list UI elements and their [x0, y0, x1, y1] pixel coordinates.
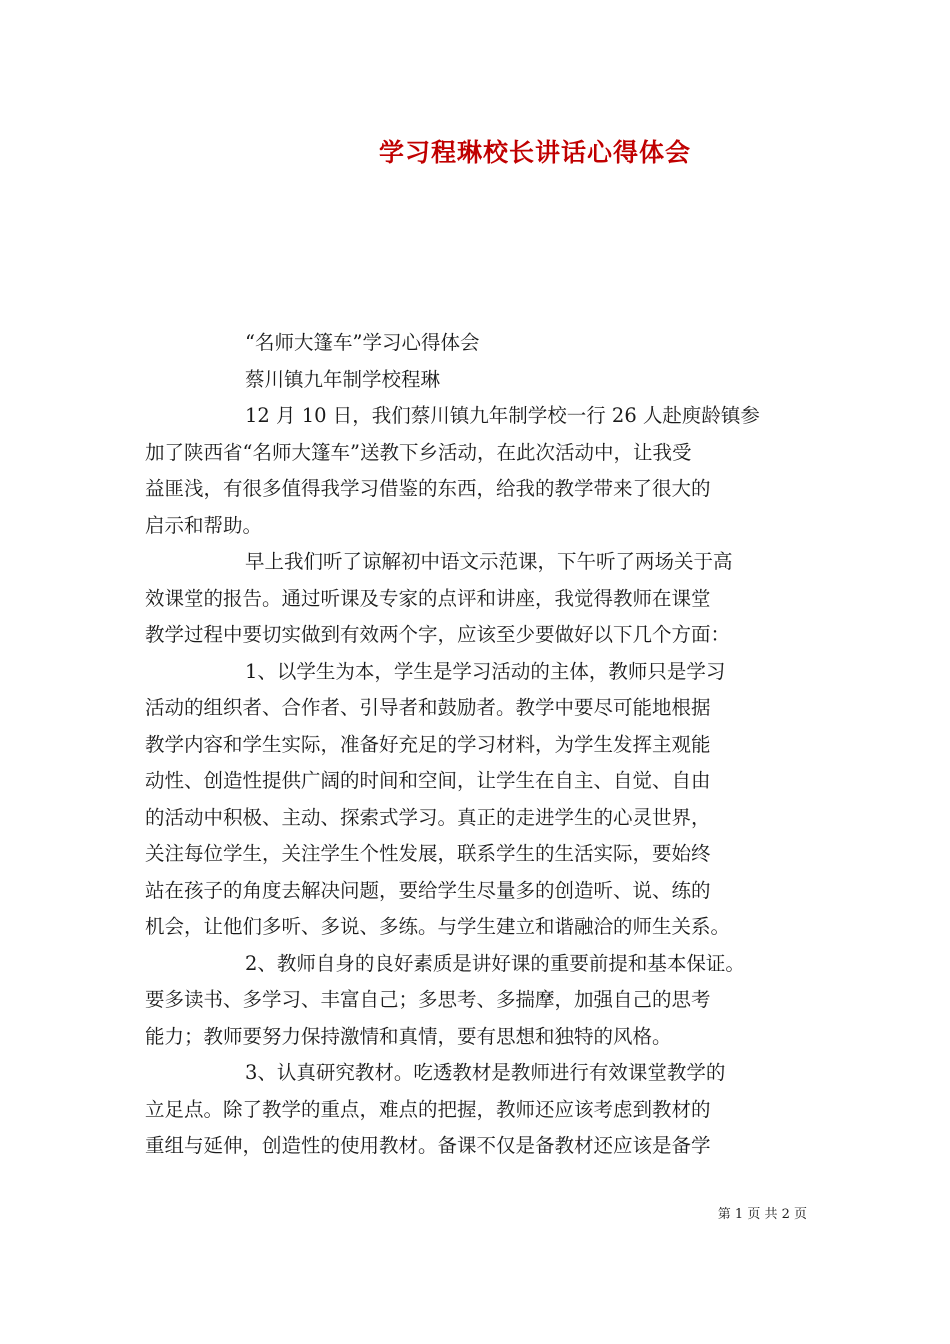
- paragraph-line: 能力；教师要努力保持激情和真情，要有思想和独特的风格。: [145, 1024, 672, 1048]
- paragraph-line: 益匪浅，有很多值得我学习借鉴的东西，给我的教学带来了很大的: [145, 477, 711, 500]
- paragraph-line: 关注每位学生，关注学生个性发展，联系学生的生活实际，要始终: [145, 842, 711, 865]
- paragraph-line: 活动的组织者、合作者、引导者和鼓励者。教学中要尽可能地根据: [145, 696, 711, 719]
- paragraph-line: 的活动中积极、主动、探索式学习。真正的走进学生的心灵世界，: [145, 805, 711, 829]
- paragraph-line: 早上我们听了谅解初中语文示范课，下午听了两场关于高: [245, 550, 733, 573]
- paragraph-line: 2、教师自身的良好素质是讲好课的重要前提和基本保证。: [245, 951, 745, 975]
- paragraph-3: [145, 654, 810, 946]
- paragraph-line: 加了陕西省“名师大篷车”送教下乡活动，在此次活动中，让我受: [145, 440, 692, 464]
- paragraph-line: 动性、创造性提供广阔的时间和空间，让学生在自主、自觉、自由: [145, 769, 711, 792]
- paragraph-line: 要多读书、多学习、丰富自己；多思考、多揣摩，加强自己的思考: [145, 988, 711, 1011]
- paragraph-line: 3、认真研究教材。吃透教材是教师进行有效课堂教学的: [245, 1061, 726, 1084]
- paragraph-line: 机会，让他们多听、多说、多练。与学生建立和谐融洽的师生关系。: [145, 915, 731, 938]
- document-title: 学习程琳校长讲话心得体会: [378, 138, 691, 167]
- paragraph-line: 1、以学生为本，学生是学习活动的主体，教师只是学习: [245, 659, 726, 683]
- paragraph-2: [145, 544, 810, 654]
- paragraph-5: [145, 1055, 810, 1165]
- paragraph-line: 效课堂的报告。通过听课及专家的点评和讲座，我觉得教师在课堂: [145, 586, 711, 610]
- document-body: [145, 325, 810, 1165]
- document-author: 蔡川镇九年制学校程琳: [245, 367, 441, 391]
- document-subtitle: “名师大篷车”学习心得体会: [245, 331, 480, 354]
- paragraph-line: 启示和帮助。: [145, 513, 263, 537]
- paragraph-line: 立足点。除了教学的重点，难点的把握，教师还应该考虑到教材的: [145, 1097, 711, 1121]
- paragraph-line: 教学内容和学生实际，准备好充足的学习材料，为学生发挥主观能: [145, 732, 711, 756]
- paragraph-4: [145, 946, 810, 1056]
- paragraph-line: 重组与延伸，创造性的使用教材。备课不仅是备教材还应该是备学: [145, 1134, 711, 1157]
- paragraph-line: 教学过程中要切实做到有效两个字，应该至少要做好以下几个方面：: [145, 623, 731, 646]
- paragraph-1: [145, 398, 810, 544]
- paragraph-line: 站在孩子的角度去解决问题，要给学生尽量多的创造听、说、练的: [145, 878, 711, 902]
- paragraph-line: 12 月 10 日，我们蔡川镇九年制学校一行 26 人赴庾龄镇参: [245, 404, 760, 427]
- page-number: 第 1 页 共 2 页: [717, 1207, 807, 1222]
